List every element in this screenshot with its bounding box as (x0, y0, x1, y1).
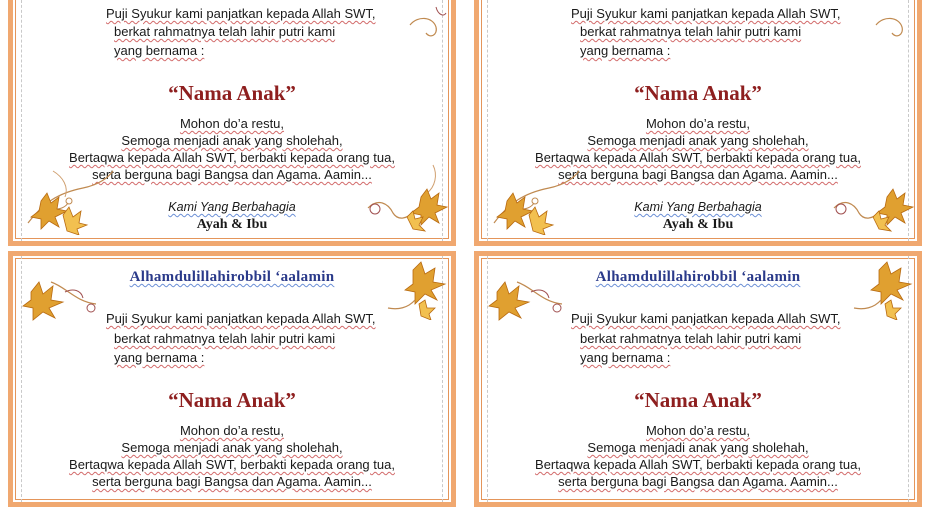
intro-line-1: Puji Syukur kami panjatkan kepada Allah SWT, (571, 311, 841, 326)
intro-line-3: yang bernama : (580, 350, 671, 365)
prayer-line-4: serta berguna bagi Bangsa dan Agama. Aamin... (558, 167, 838, 182)
child-name: “Nama Anak” (168, 81, 296, 105)
card-heading: Alhamdulillahirobbil ‘aalamin (595, 269, 801, 285)
child-name: “Nama Anak” (634, 81, 762, 105)
swirl-ornament-icon (408, 5, 448, 45)
closing-line-2: Ayah & Ibu (196, 217, 268, 232)
prayer-line-3: Bertaqwa kepada Allah SWT, berbakti kepada orang tua, (535, 457, 861, 472)
intro-line-1: Puji Syukur kami panjatkan kepada Allah SWT, (106, 6, 376, 21)
prayer-line-1: Mohon do’a restu, (645, 116, 751, 131)
swirl-ornament-icon (874, 5, 914, 45)
invitation-card-top-right (474, 0, 922, 246)
invitation-card-bottom-right (474, 251, 922, 507)
autumn-leaf-icon (23, 163, 118, 235)
autumn-leaf-icon (849, 260, 914, 320)
autumn-leaf-icon (829, 163, 919, 235)
intro-line-2: berkat rahmatnya telah lahir putri kami (114, 24, 336, 39)
autumn-leaf-icon (487, 262, 567, 322)
intro-line-1: Puji Syukur kami panjatkan kepada Allah SWT, (571, 6, 841, 21)
prayer-line-1: Mohon do’a restu, (179, 423, 285, 438)
intro-line-3: yang bernama : (580, 43, 671, 58)
closing-line-1: Kami Yang Berbahagia (168, 200, 296, 214)
intro-line-2: berkat rahmatnya telah lahir putri kami (580, 331, 802, 346)
card-heading: Alhamdulillahirobbil ‘aalamin (129, 269, 335, 285)
prayer-line-4: serta berguna bagi Bangsa dan Agama. Aamin... (92, 167, 372, 182)
prayer-line-3: Bertaqwa kepada Allah SWT, berbakti kepada orang tua, (535, 150, 861, 165)
prayer-line-1: Mohon do’a restu, (179, 116, 285, 131)
child-name: “Nama Anak” (168, 388, 296, 412)
invitation-card-top-left (8, 0, 456, 246)
prayer-line-3: Bertaqwa kepada Allah SWT, berbakti kepada orang tua, (69, 457, 395, 472)
autumn-leaf-icon (383, 260, 448, 320)
autumn-leaf-icon (363, 163, 453, 235)
closing-line-2: Ayah & Ibu (662, 217, 734, 232)
prayer-line-2: Semoga menjadi anak yang sholehah, (121, 440, 343, 455)
prayer-line-3: Bertaqwa kepada Allah SWT, berbakti kepada orang tua, (69, 150, 395, 165)
invitation-card-bottom-left (8, 251, 456, 507)
autumn-leaf-icon (21, 262, 101, 322)
intro-line-2: berkat rahmatnya telah lahir putri kami (114, 331, 336, 346)
intro-line-3: yang bernama : (114, 43, 205, 58)
child-name: “Nama Anak” (634, 388, 762, 412)
closing-line-1: Kami Yang Berbahagia (634, 200, 762, 214)
prayer-line-1: Mohon do’a restu, (645, 423, 751, 438)
prayer-line-4: serta berguna bagi Bangsa dan Agama. Aamin... (92, 474, 372, 489)
prayer-line-2: Semoga menjadi anak yang sholehah, (587, 133, 809, 148)
prayer-line-2: Semoga menjadi anak yang sholehah, (121, 133, 343, 148)
prayer-line-4: serta berguna bagi Bangsa dan Agama. Aamin... (558, 474, 838, 489)
prayer-line-2: Semoga menjadi anak yang sholehah, (587, 440, 809, 455)
intro-line-1: Puji Syukur kami panjatkan kepada Allah SWT, (106, 311, 376, 326)
autumn-leaf-icon (489, 163, 584, 235)
intro-line-2: berkat rahmatnya telah lahir putri kami (580, 24, 802, 39)
intro-line-3: yang bernama : (114, 350, 205, 365)
